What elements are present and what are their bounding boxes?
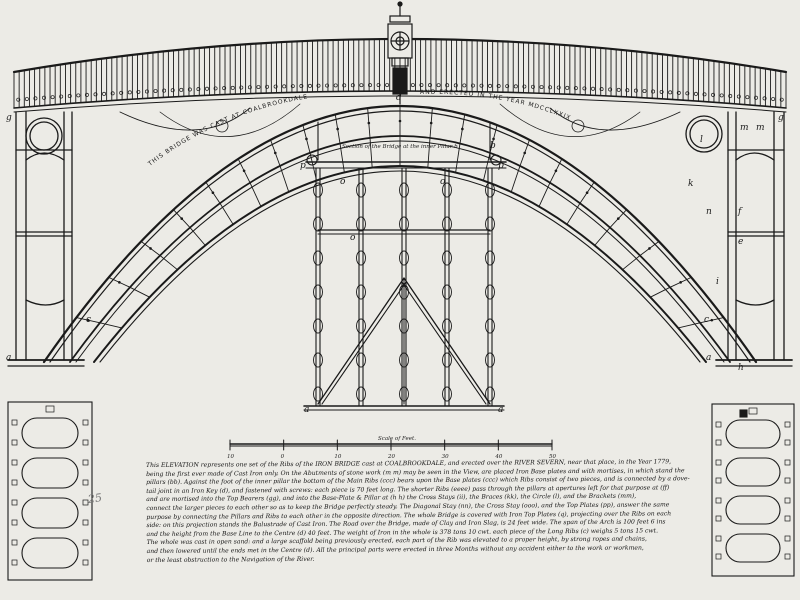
scale-tick-label: 30 [441,454,449,460]
railing-ornament-ring [617,88,620,91]
key-a-left: a [304,405,310,415]
base-plate-lobe [726,496,780,524]
bolt-hole [83,460,88,465]
bolt-hole [785,440,790,445]
key-h: h [738,363,744,373]
caption-line: The whole was cast in open sand: and a large scaffold being previously erected, each part of the Rib was elevated to a proper height, by strong ropes and chains, [146,535,647,547]
post-boss [400,183,409,197]
inner-rib [94,166,706,362]
arch-inscription-right: AND ERECTED IN THE YEAR MDCCLXXIX [419,88,573,122]
caption-line: tail joint in an Iron Key (d), and fastened with screws: each piece is 70 feet long. The shorter Ribs (eeee) pass through the pillars at apertures left for that purpose at (ff) [146,484,670,495]
filled-bolt-hole [740,410,747,417]
railing-ornament-ring [411,83,414,86]
post-boss [314,319,323,333]
caption-line: This ELEVATION represents one set of the Ribs of the IRON BRIDGE cast at COALBROOKDALE, and erected over the RIVER SEVERN, near that place, in the Year 1779, [146,458,672,469]
post-boss [400,251,409,265]
railing-ornament-ring [566,86,569,89]
bolt-hole [83,520,88,525]
rib-dot [305,138,308,141]
bolt-hole [785,516,790,521]
rib-dot [648,247,651,250]
key-i: i [716,277,719,287]
arch-inscription-left: THIS BRIDGE WAS CAST AT COALBROOKDALE [147,93,309,168]
key-o-2: o [440,177,446,187]
rib-dot [555,169,558,172]
railing-ornament-ring [360,84,363,87]
rib-dot [430,122,433,125]
base-plate-lobe [22,458,78,488]
bolt-hole [716,440,721,445]
key-e: e [738,237,744,247]
post-boss [443,387,452,401]
post-boss [357,251,366,265]
railing-ornament-ring [180,88,183,91]
key-g-right: g [778,113,784,123]
scale-tick-label: 10 [334,454,342,460]
rib-dot [180,217,183,220]
caption-line: pillars (bb). Against the foot of the inner pillar the bottom of the Main Ribs (ccc) bears upon the Base plates (ccc) which Ribs consist of two pieces, and is connected by a dove- [146,475,690,487]
post-boss [357,183,366,197]
rib-dot [118,281,121,284]
scale-tick-label: 10 [227,454,234,460]
rib-connector [623,256,640,270]
base-plate-lobe [726,458,780,486]
caption-line: and then lowered until the ends met in the Centre (d). All the principal parts were erected in three Months without any accident either to the work or workmen, [146,544,644,555]
post-boss [400,217,409,231]
railing-ornament-ring [102,92,105,95]
post-boss [357,285,366,299]
key-o-3: o [350,233,356,243]
rib-dot [711,319,714,322]
rib-connector [220,203,233,224]
post-boss [314,353,323,367]
railing-ornament-ring [283,85,286,88]
railing-ornament-ring [746,96,749,99]
bolt-hole [46,406,54,412]
rib-connector [190,228,205,246]
rib-dot [523,152,526,155]
scale-tick-label: 0 [280,454,285,460]
bolt-hole [12,420,17,425]
post-boss [314,251,323,265]
rib-dot [586,191,589,194]
rib-connector [511,166,520,192]
railing-ornament-ring [334,84,337,87]
post-boss [357,353,366,367]
key-p-left: p [300,161,306,171]
key-b-section: b [490,141,496,151]
rib-dot [679,281,682,284]
key-a-pillar-right: a [706,353,712,363]
bolt-hole [83,480,88,485]
base-plate-lobe [726,420,780,448]
bolt-hole [785,498,790,503]
post-boss [486,319,495,333]
rib-dot [368,122,371,125]
bolt-hole [716,516,721,521]
railing-ornament-ring [51,96,54,99]
rib-dot [149,247,152,250]
rib-connector [280,166,289,192]
rib-connector [160,256,177,270]
key-p-right: p [498,161,504,171]
post-boss [357,387,366,401]
caption-line: or the least obstruction to the Navigation of the River. [146,555,315,564]
post-boss [357,217,366,231]
bolt-hole [12,520,17,525]
post-boss [443,217,452,231]
left-pillar [8,112,84,366]
key-c-left: c [86,315,92,325]
railing-ornament-ring [514,85,517,88]
key-l: l [700,135,703,145]
bolt-hole [83,440,88,445]
key-a-right: a [498,405,504,415]
bolt-hole [83,540,88,545]
scale-tick-label: 20 [388,454,395,460]
key-m-1: m [740,123,749,133]
post-boss [443,319,452,333]
rib-dot [617,217,620,220]
post-boss [486,217,495,231]
key-f: f [738,207,742,217]
key-n: n [706,207,712,217]
post-boss [443,285,452,299]
caption-line: connect the larger pieces to each other so as to keep the Bridge perfectly steady. The Diagonal Stay (nn), the Cross Stay (ooo), and the Top Plates (pp), answer the same [146,501,670,512]
bolt-hole [716,460,721,465]
rib-dot [243,169,246,172]
bolt-hole [785,422,790,427]
post-boss [357,319,366,333]
rib-dot [336,128,339,131]
railing-ornament-ring [437,84,440,87]
caption-line: being the first ever made of Cast Iron only. On the Abutments of stone work (m m) may be seen in the View, are placed Iron Base plates and with mortises, in which stand the [146,466,685,478]
bolt-hole [12,460,17,465]
railing-ornament-ring [257,85,260,88]
post-boss [486,285,495,299]
bolt-hole [716,536,721,541]
rib-connector [130,287,150,297]
key-o-1: o [340,177,346,187]
railing-ornament-ring [205,87,208,90]
bolt-hole [716,422,721,427]
base-plate-lobe [726,534,780,562]
pencil-mark: 25 [87,491,103,506]
rib-connector [539,183,550,207]
post-boss [486,251,495,265]
caption-line: and the height from the Base Line to the Centre (d) 40 feet. The weight of Iron in the whole is 378 tons 10 cwt. each piece of the Long Ribs (c) weighs 5 tons 15 cwt. [146,527,659,538]
bolt-hole [716,554,721,559]
railing-ornament-ring [540,85,543,88]
base-plate-lobe [22,418,78,448]
post-boss [314,285,323,299]
railing-ornament-ring [720,94,723,97]
scale-tick-label: 40 [495,454,503,460]
bolt-hole [749,408,757,414]
railing-ornament-ring [643,89,646,92]
bolt-hole [785,460,790,465]
bolt-hole [12,540,17,545]
rib-connector [595,228,610,246]
section-diagonal-right [404,278,490,404]
bolt-hole [12,500,17,505]
post-boss [443,251,452,265]
scale-title: Scale of Feet. [378,436,416,442]
rib-dot [492,138,495,141]
railing-ornament-ring [463,84,466,87]
caption-line: side: on this projection stands the Balustrade of Cast Iron. The Road over the Bridge, made of Clay and Iron Slag, is 24 feet wide. The span of the Arch is 100 feet 6 ins [146,518,666,530]
bolt-hole [785,536,790,541]
railing-ornament-ring [77,94,80,97]
bolt-hole [12,560,17,565]
central-finial [388,2,412,104]
base-plate-panel-right [712,404,794,576]
railing-ornament-ring [231,86,234,89]
bolt-hole [83,420,88,425]
rib-dot [399,120,402,123]
scale-tick-label: 50 [549,454,556,460]
section-title: Section of the Bridge at the inner Pillar b [342,144,458,150]
railing-ornament-ring [154,89,157,92]
bolt-hole [12,480,17,485]
rib-connector [678,323,700,328]
railing-ornament-ring [386,83,389,86]
railing-ornament-ring [772,97,775,100]
key-g-left: g [6,113,12,123]
bolt-hole [716,498,721,503]
post-boss [314,217,323,231]
caption-line: purpose by connecting the Pillars and Ribs to each other in the opposite direction. The whole Bridge is covered with Iron Top Plates (q), projecting over the Ribs on each [146,509,672,521]
rib-dot [461,128,464,131]
caption-text [146,458,695,565]
key-d: d [396,93,402,103]
bolt-hole [12,440,17,445]
bolt-hole [785,554,790,559]
bolt-hole [83,560,88,565]
key-m-2: m [756,123,765,133]
caption-line: and are mortised into the Top Bearers (gg), and into the Base-Plate & Pillar at (h h) the Cross Stays (ii), the Braces (kk), the Circle (l), and the Brackets (mm), [146,492,637,504]
base-plate-panel-left [8,402,92,580]
base-plate-lobe [22,538,78,568]
railing-ornament-ring [308,84,311,87]
key-k: k [688,179,694,189]
railing-ornament-ring [669,91,672,94]
rib-connector [250,183,261,207]
rib-connector [567,203,580,224]
post-boss [486,353,495,367]
rib-connector [100,323,122,328]
rib-dot [212,191,215,194]
railing-ornament-ring [694,92,697,95]
bolt-hole [785,478,790,483]
rib-dot [274,152,277,155]
section-diagonal-left [318,278,404,404]
key-c-right: c [704,315,710,325]
bolt-hole [716,478,721,483]
railing-ornament-ring [488,84,491,87]
key-a-pillar-left: a [6,353,12,363]
railing-ornament-ring [591,87,594,90]
rib-connector [650,287,670,297]
railing-ornament-ring [25,97,28,100]
base-plate-lobe [22,498,78,528]
railing-ornament-ring [128,91,131,94]
post-boss [443,353,452,367]
